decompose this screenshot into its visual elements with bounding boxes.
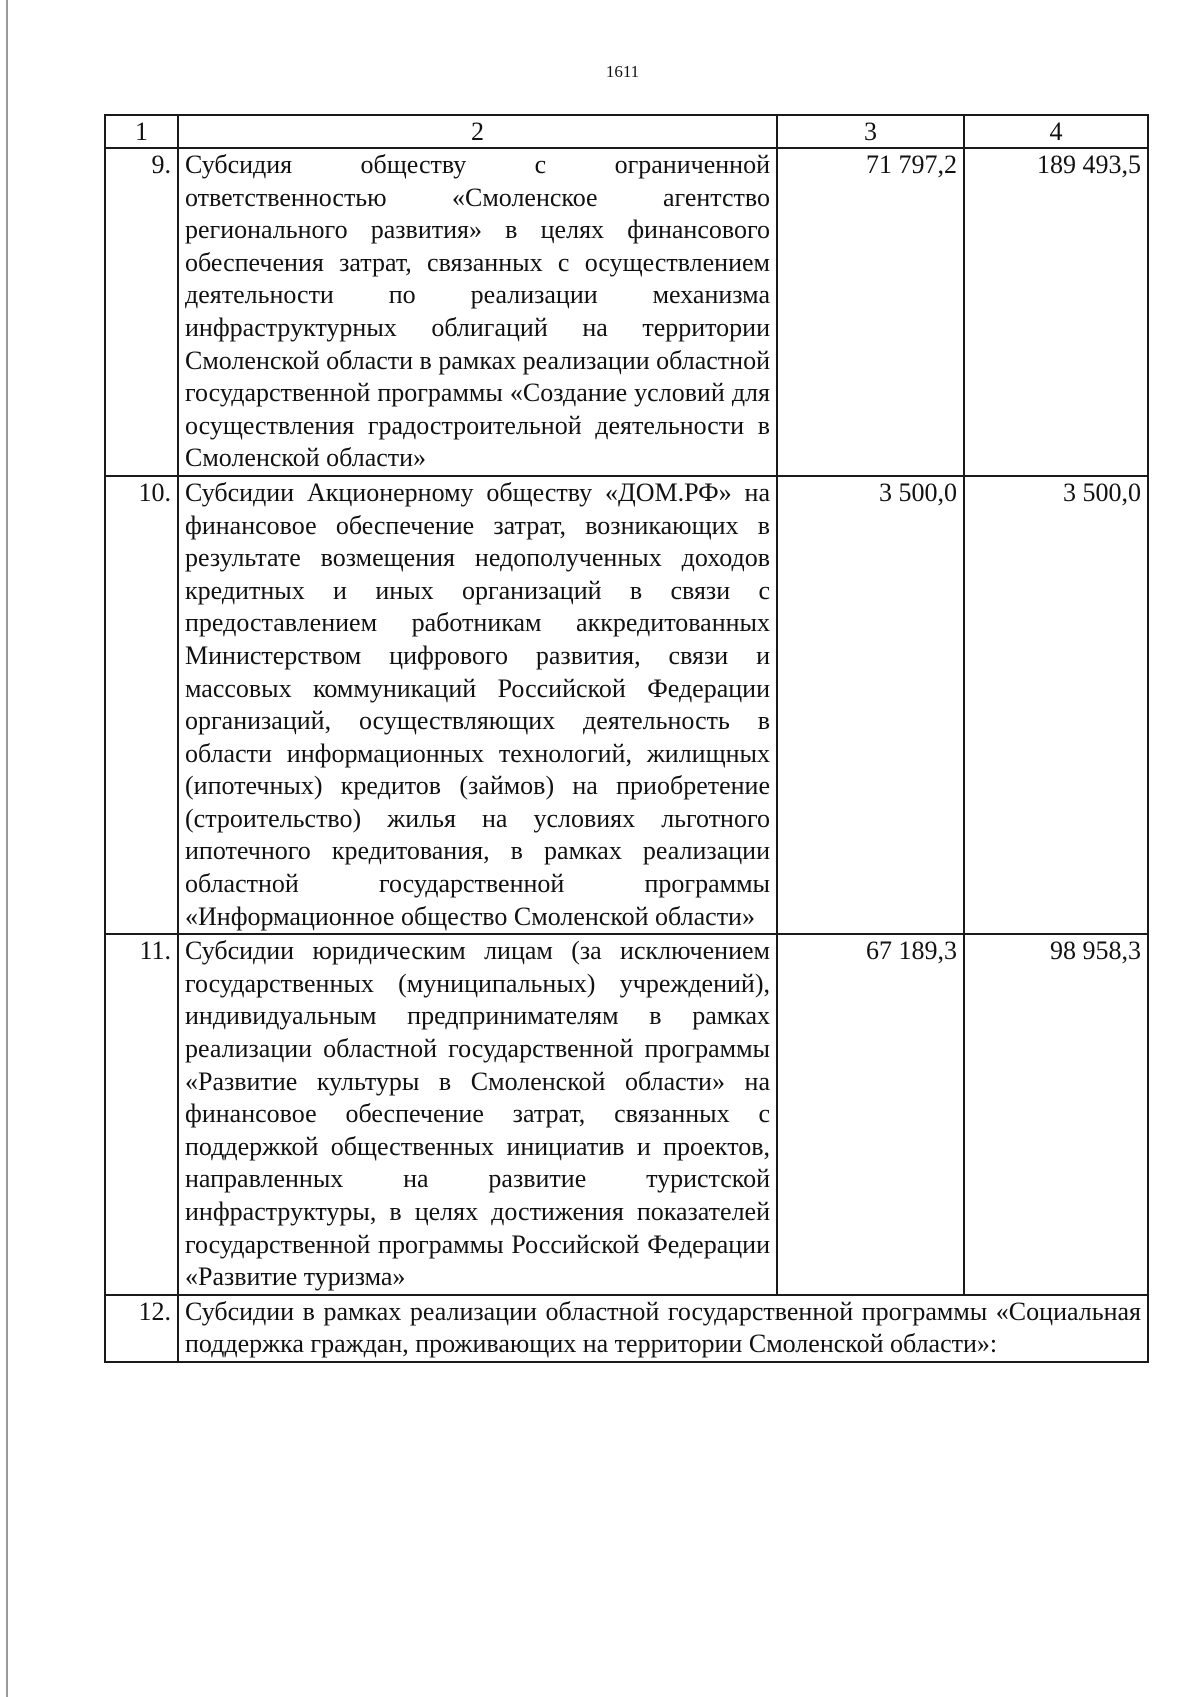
table-row [105,476,1148,934]
row-description: Субсидии Акционерному обществу «ДОМ.РФ» на финансовое обеспечение затрат, возникающих в результате возмещения недополученных доходов кредитных и иных организаций в связи с предоставлением работникам аккредитованных Министерством цифрового развития, связи и массовых коммуникаций Российской Федерации организаций, осуществляющих деятельность в области информационных технологий, жилищных (ипотечных) кредитов (займов) на приобретение (строительство) жилья на условиях льготного ипотечного кредитования, в рамках реализации областной государственной программы «Информационное общество Смоленской области» [178,476,777,934]
table-row [105,148,1148,476]
row-value-col4: 189 493,5 [964,148,1148,476]
row-value-col3: 71 797,2 [777,148,964,476]
row-value-col4: 3 500,0 [964,476,1148,934]
row-description: Субсидии юридическим лицам (за исключением государственных (муниципальных) учреждений), индивидуальным предпринимателям в рамках реализации областной государственной программы «Развитие культуры в Смоленской области» на финансовое обеспечение затрат, связанных с поддержкой общественных инициатив и проектов, направленных на развитие туристской инфраструктуры, в целях достижения показателей государственной программы Российской Федерации «Развитие туризма» [178,934,777,1295]
row-number: 10. [105,476,178,934]
row-value-col4: 98 958,3 [964,934,1148,1295]
page-number: 1611 [605,62,640,81]
row-number: 9. [105,148,178,476]
header-cell-4: 4 [964,115,1148,148]
row-number: 12. [105,1295,178,1362]
header-cell-1: 1 [105,115,178,148]
table-row [105,934,1148,1295]
row-value-col3: 3 500,0 [777,476,964,934]
row-value-col3: 67 189,3 [777,934,964,1295]
row-description: Субсидии в рамках реализации областной государственной программы «Социальная поддержка граждан, проживающих на территории Смоленской области»: [178,1295,1148,1362]
row-number: 11. [105,934,178,1295]
header-cell-2: 2 [178,115,777,148]
header-cell-3: 3 [777,115,964,148]
table-row [105,1295,1148,1362]
budget-table [104,114,1149,1363]
scan-edge-line [6,0,8,1697]
table-header-row [105,115,1148,148]
row-description: Субсидия обществу с ограниченной ответственностью «Смоленское агентство регионального развития» в целях финансового обеспечения затрат, связанных с осуществлением деятельности по реализации механизма инфраструктурных облигаций на территории Смоленской области в рамках реализации областной государственной программы «Создание условий для осуществления градостроительной деятельности в Смоленской области» [178,148,777,476]
